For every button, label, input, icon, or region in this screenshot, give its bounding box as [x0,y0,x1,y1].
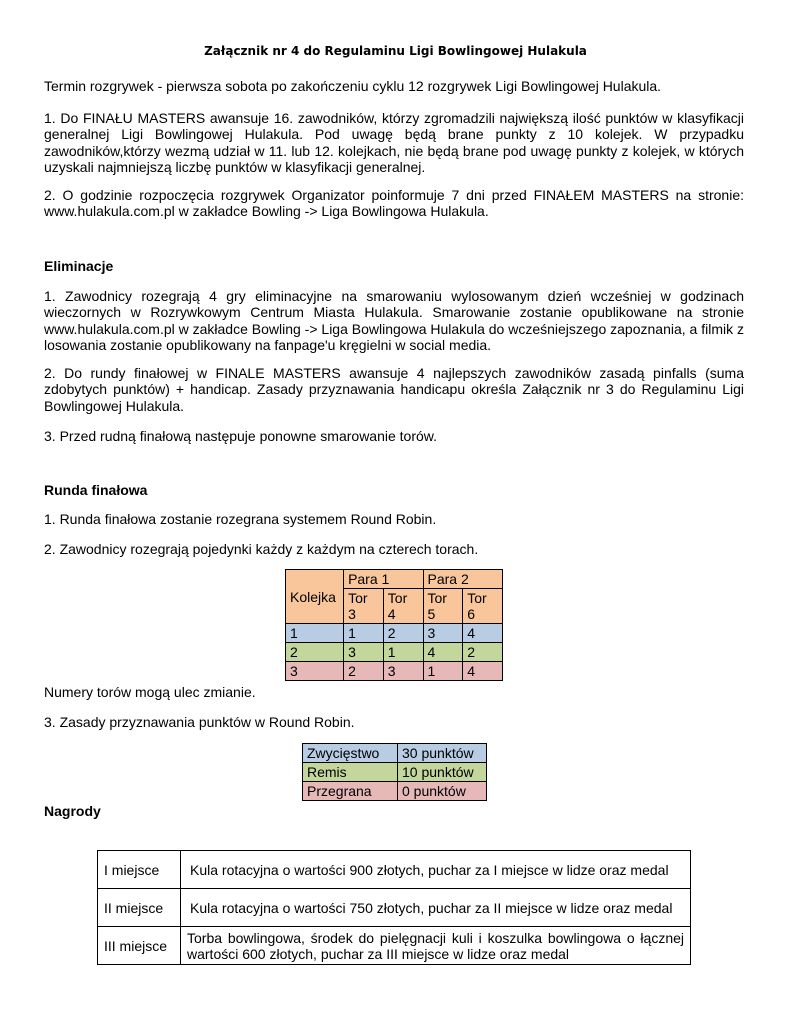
table-row [286,643,503,662]
table-cell: 1 [344,624,384,643]
table-cell: III miejsce [98,927,181,965]
table-row [286,624,503,643]
lane-6-header: Tor 6 [463,589,503,624]
table-cell: Zwycięstwo [303,744,398,763]
table-cell: I miejsce [98,851,181,889]
lane-schedule-table [285,569,503,681]
points-table [302,743,487,801]
table-cell: 1 [423,662,463,681]
table-row [303,744,487,763]
document-title: Załącznik nr 4 do Regulaminu Ligi Bowlingowej Hulakula [204,44,587,58]
table-cell: II miejsce [98,889,181,927]
lane-5-header: Tor 5 [423,589,463,624]
final-paragraph-2: 2. Zawodnicy rozegrają pojedynki każdy z każdym na czterech torach. [44,541,479,557]
final-paragraph-1: 1. Runda finałowa zostanie rozegrana systemem Round Robin. [44,511,437,527]
table-cell: 2 [383,624,423,643]
table-cell: 10 punktów [398,763,487,782]
table-cell: Przegrana [303,782,398,801]
table-row [286,570,503,589]
table-cell: 3 [423,624,463,643]
lane-4-header: Tor 4 [383,589,423,624]
table-row [98,889,691,927]
elimination-heading: Eliminacje [44,258,114,274]
elimination-paragraph-2: 2. Do rundy finałowej w FINALE MASTERS awansuje 4 najlepszych zawodników zasadą pinfalls (suma zdobytych punktów) + handicap. Zasady przyznawania handicapu określa Załącznik nr 3 do Regulaminu Ligi Bowlingowej Hulakula. [44,365,744,414]
table-cell: 1 [286,624,344,643]
table-row [98,927,691,965]
table-row [98,851,691,889]
intro-paragraph-1: 1. Do FINAŁU MASTERS awansuje 16. zawodników, którzy zgromadzili największą ilość punktów w klasyfikacji generalnej Ligi Bowlingowej Hulakula. Pod uwagę będą brane punkty z 10 kolejek. W przypadku zawodników,którzy wezmą udział w 11. lub 12. kolejkach, nie będą brane pod uwagę punkty z kolejek, w których uzyskali najmniejszą liczbę punktów w klasyfikacji generalnej. [44,110,744,176]
table-cell: Kula rotacyjna o wartości 750 złotych, puchar za II miejsce w lidze oraz medal [181,889,691,927]
table-row [286,662,503,681]
term-paragraph: Termin rozgrywek - pierwsza sobota po zakończeniu cyklu 12 rozgrywek Ligi Bowlingowej Hulakula. [44,78,662,94]
prizes-heading: Nagrody [44,803,101,819]
table-row [303,782,487,801]
elimination-paragraph-1: 1. Zawodnicy rozegrają 4 gry eliminacyjne na smarowaniu wylosowanym dzień wcześniej w godzinach wieczornych w Rozrywkowym Centrum Miasta Hulakula. Smarowanie zostanie opublikowane na stronie www.hulakula.com.pl w zakładce Bowling -> Liga Bowlingowa Hulakula do wcześniejszego zapoznania, a filmik z losowania zostanie opublikowany na fanpage'u kręgielni w social media. [44,288,744,354]
lane-change-note: Numery torów mogą ulec zmianie. [44,684,256,700]
table-cell: 1 [383,643,423,662]
table-cell: 3 [286,662,344,681]
final-paragraph-3: 3. Zasady przyznawania punktów w Round Robin. [44,714,355,730]
table-cell: 4 [463,624,503,643]
table-cell: 30 punktów [398,744,487,763]
kolejka-header: Kolejka [286,570,344,624]
final-round-heading: Runda finałowa [44,482,148,498]
table-cell: 4 [423,643,463,662]
intro-paragraph-2: 2. O godzinie rozpoczęcia rozgrywek Organizator poinformuje 7 dni przed FINAŁEM MASTERS na stronie: www.hulakula.com.pl w zakładce Bowling -> Liga Bowlingowa Hulakula. [44,187,744,220]
pair-2-header: Para 2 [423,570,503,589]
table-cell: Kula rotacyjna o wartości 900 złotych, puchar za I miejsce w lidze oraz medal [181,851,691,889]
table-cell: 2 [286,643,344,662]
table-cell: 2 [344,662,384,681]
lane-3-header: Tor 3 [344,589,384,624]
table-cell: 2 [463,643,503,662]
pair-1-header: Para 1 [344,570,423,589]
table-cell: 4 [463,662,503,681]
prizes-table [97,850,691,965]
table-cell: Remis [303,763,398,782]
table-cell: 0 punktów [398,782,487,801]
table-cell: Torba bowlingowa, środek do pielęgnacji kuli i koszulka bowlingowa o łącznej wartości 600 złotych, puchar za III miejsce w lidze oraz medal [181,927,691,965]
table-cell: 3 [383,662,423,681]
table-row [303,763,487,782]
elimination-paragraph-3: 3. Przed rudną finałową następuje ponowne smarowanie torów. [44,428,438,444]
table-cell: 3 [344,643,384,662]
